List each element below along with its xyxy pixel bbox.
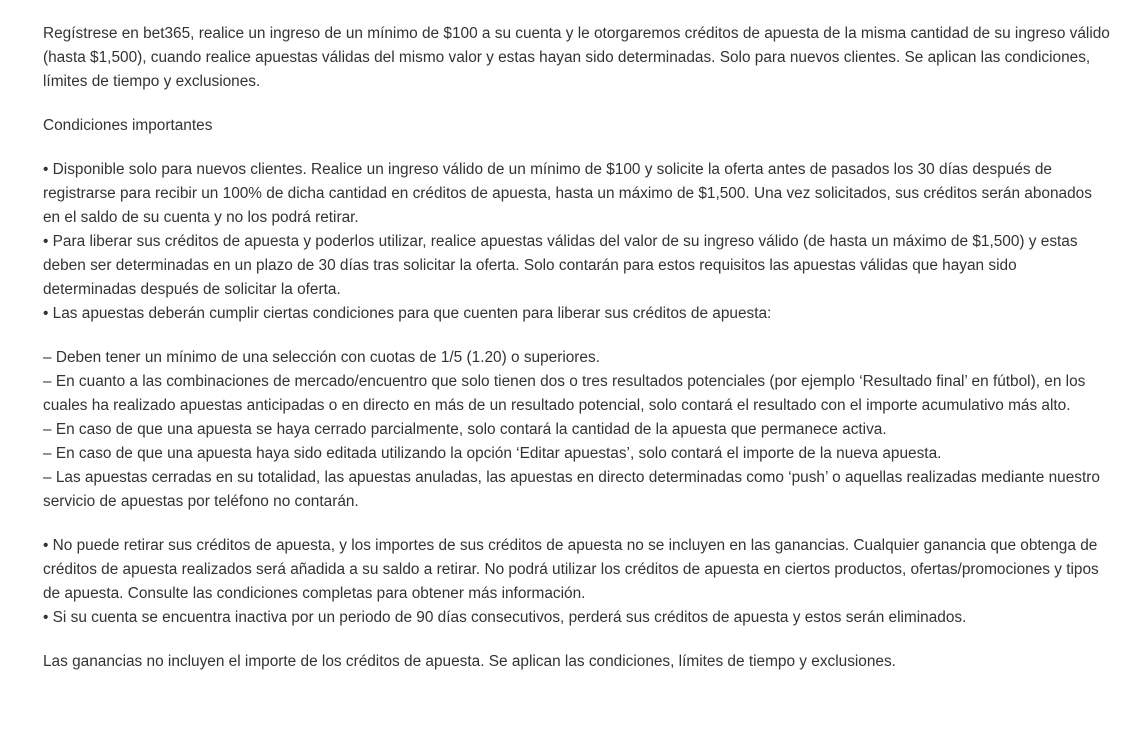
spacer: [43, 630, 1113, 650]
terms-content: [43, 22, 1113, 674]
intro-paragraph: Regístrese en bet365, realice un ingreso de un mínimo de $100 a su cuenta y le otorgaremos créditos de apuesta de la misma cantidad de su ingreso válido (hasta $1,500), cuando realice apuestas válidas del mismo valor y estas hayan sido determinadas. Solo para nuevos clientes. Se aplican las condiciones, límites de tiempo y exclusiones.: [43, 25, 1110, 90]
bullet-item: • Si su cuenta se encuentra inactiva por un periodo de 90 días consecutivos, perderá sus créditos de apuesta y estos serán eliminados.: [43, 609, 967, 626]
dash-item: – En cuanto a las combinaciones de mercado/encuentro que solo tienen dos o tres resultados potenciales (por ejemplo ‘Resultado final’ en fútbol), en los cuales ha realizado apuestas anticipadas o en directo en más de un resultado potencial, solo contará el resultado con el importe acumulativo más alto.: [43, 373, 1086, 414]
dash-item: – Deben tener un mínimo de una selección con cuotas de 1/5 (1.20) o superiores.: [43, 349, 600, 366]
bullet-item: • Para liberar sus créditos de apuesta y poderlos utilizar, realice apuestas válidas del valor de su ingreso válido (de hasta un máximo de $1,500) y estas deben ser determinadas en un plazo de 30 días tras solicitar la oferta. Solo contarán para estos requisitos las apuestas válidas que hayan sido determinadas después de solicitar la oferta.: [43, 233, 1078, 298]
conditions-heading: Condiciones importantes: [43, 117, 213, 134]
spacer: [43, 138, 1113, 158]
dash-item: – En caso de que una apuesta haya sido editada utilizando la opción ‘Editar apuestas’, solo contará el importe de la nueva apuesta.: [43, 445, 942, 462]
bullet-item: • Disponible solo para nuevos clientes. Realice un ingreso válido de un mínimo de $100 y solicite la oferta antes de pasados los 30 días después de registrarse para recibir un 100% de dicha cantidad en créditos de apuesta, hasta un máximo de $1,500. Una vez solicitados, sus créditos serán abonados en el saldo de su cuenta y no los podrá retirar.: [43, 161, 1092, 226]
spacer: [43, 326, 1113, 346]
footer-paragraph: Las ganancias no incluyen el importe de los créditos de apuesta. Se aplican las condiciones, límites de tiempo y exclusiones.: [43, 653, 896, 670]
spacer: [43, 514, 1113, 534]
dash-item: – En caso de que una apuesta se haya cerrado parcialmente, solo contará la cantidad de la apuesta que permanece activa.: [43, 421, 887, 438]
spacer: [43, 94, 1113, 114]
bullet-item: • Las apuestas deberán cumplir ciertas condiciones para que cuenten para liberar sus créditos de apuesta:: [43, 305, 772, 322]
bullet-item: • No puede retirar sus créditos de apuesta, y los importes de sus créditos de apuesta no se incluyen en las ganancias. Cualquier ganancia que obtenga de créditos de apuesta realizados será añadida a su saldo a retirar. No podrá utilizar los créditos de apuesta en ciertos productos, ofertas/promociones y tipos de apuesta. Consulte las condiciones completas para obtener más información.: [43, 537, 1099, 602]
dash-item: – Las apuestas cerradas en su totalidad, las apuestas anuladas, las apuestas en directo determinadas como ‘push’ o aquellas realizadas mediante nuestro servicio de apuestas por teléfono no contarán.: [43, 469, 1100, 510]
